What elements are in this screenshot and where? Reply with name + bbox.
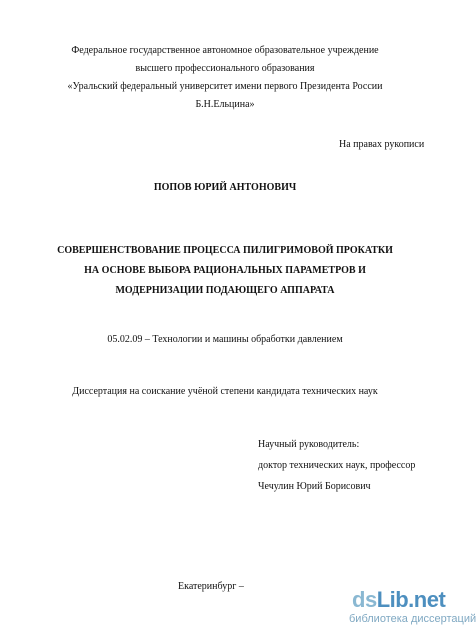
footer-city: Екатеринбург –	[178, 581, 244, 592]
dslib-subtitle: библиотека диссертаций	[349, 613, 476, 625]
supervisor-degree: доктор технических наук, профессор	[258, 460, 416, 471]
supervisor-heading: Научный руководитель:	[258, 439, 360, 450]
author-name: ПОПОВ ЮРИЙ АНТОНОВИЧ	[153, 182, 297, 193]
header-line-3: «Уральский федеральный университет имени первого Президента России	[67, 81, 383, 92]
dslib-logo-part2: Lib.net	[376, 587, 446, 612]
manuscript-note: На правах рукописи	[339, 139, 425, 150]
degree-statement: Диссертация на соискание учёной степени кандидата технических наук	[72, 386, 378, 397]
title-line-2: НА ОСНОВЕ ВЫБОРА РАЦИОНАЛЬНЫХ ПАРАМЕТРОВ И	[84, 265, 366, 276]
header-line-1: Федеральное государственное автономное образовательное учреждение	[71, 45, 379, 56]
dslib-logo-part1: ds	[352, 587, 377, 612]
dslib-logo	[352, 588, 445, 612]
header-line-2: высшего профессионального образования	[135, 63, 315, 74]
header-line-4: Б.Н.Ельцина»	[195, 99, 255, 110]
title-line-1: СОВЕРШЕНСТВОВАНИЕ ПРОЦЕССА ПИЛИГРИМОВОЙ ПРОКАТКИ	[57, 245, 393, 256]
title-line-3: МОДЕРНИЗАЦИИ ПОДАЮЩЕГО АППАРАТА	[115, 285, 335, 296]
footer-year-faint	[262, 580, 265, 593]
specialty: 05.02.09 – Технологии и машины обработки давлением	[107, 334, 343, 345]
supervisor-name: Чечулин Юрий Борисович	[258, 481, 371, 492]
